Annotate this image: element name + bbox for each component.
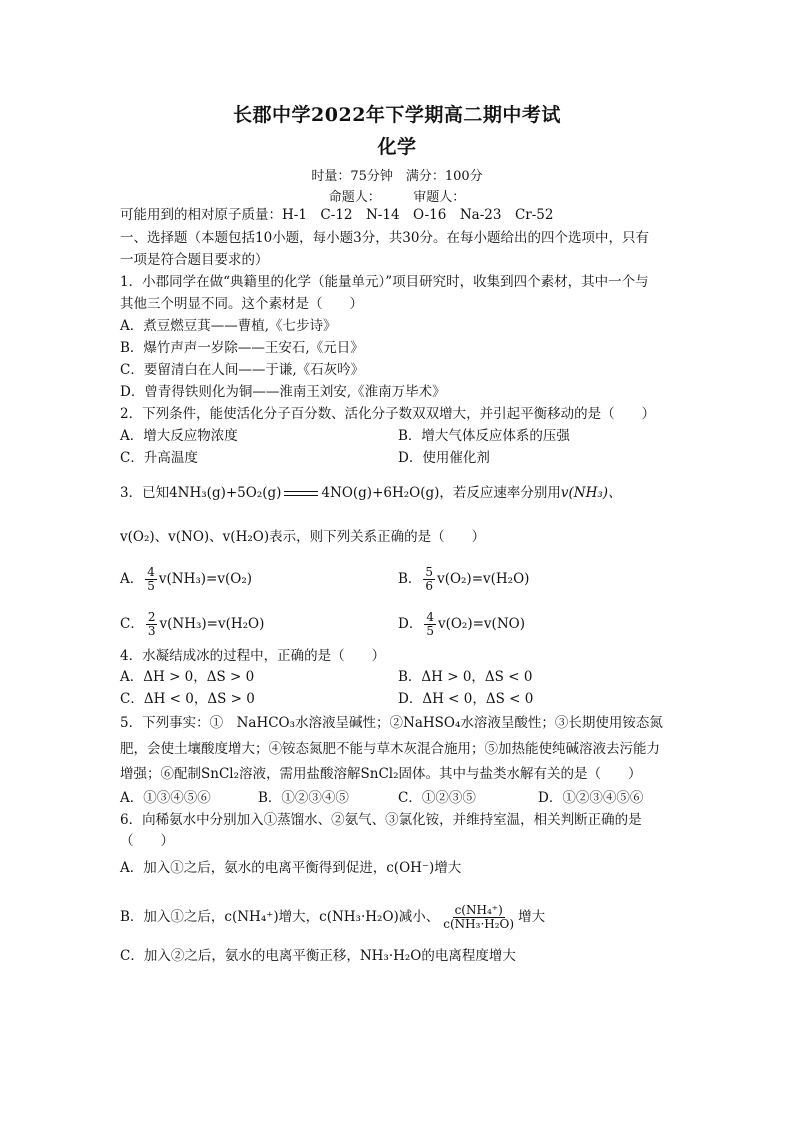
q3-b-fraction bbox=[423, 566, 435, 593]
authors-line: 命题人： 审题人： bbox=[328, 190, 466, 205]
q6-option-c: C．加入②之后，氨水的电离平衡正移，NH₃·H₂O的电离程度增大 bbox=[120, 948, 516, 964]
q4-option-d: D．ΔH < 0，ΔS < 0 bbox=[398, 691, 534, 707]
q6-b-den: c(NH₃·H₂O) bbox=[443, 917, 515, 931]
q6-stem-line2: （ ） bbox=[120, 833, 174, 849]
q4-option-b: B．ΔH > 0，ΔS < 0 bbox=[398, 669, 533, 685]
q3-stem-line2: v(O₂)、v(NO)、v(H₂O)表示，则下列关系正确的是（ ） bbox=[120, 529, 486, 545]
q3-option-a bbox=[120, 566, 252, 593]
q1-option-a: A．煮豆燃豆萁——曹植,《七步诗》 bbox=[120, 318, 337, 334]
q3-c-expr: v(NH₃)=v(H₂O) bbox=[159, 616, 265, 632]
q2-option-c: C．升高温度 bbox=[120, 450, 198, 466]
q3-a-den: 5 bbox=[147, 579, 155, 593]
q3-c-num: 2 bbox=[147, 610, 156, 624]
q3-c-label: C． bbox=[120, 616, 144, 632]
q4-stem: 4．水凝结成冰的过程中，正确的是（ ） bbox=[120, 648, 386, 664]
q3-option-d bbox=[398, 611, 525, 638]
subject-title: 化学 bbox=[377, 136, 417, 158]
q4-option-a: A．ΔH > 0，ΔS > 0 bbox=[120, 669, 255, 685]
q3-a-label: A． bbox=[120, 571, 144, 587]
equal-sign-double bbox=[284, 491, 318, 496]
section-intro-line2: 一项是符合题目要求的） bbox=[120, 252, 269, 268]
q3-a-expr: v(NH₃)=v(O₂) bbox=[158, 571, 252, 587]
q6-b-fraction bbox=[441, 904, 516, 931]
q5-line1: 5．下列事实：① NaHCO₃水溶液呈碱性；②NaHSO₄水溶液呈酸性；③长期使用铵态氮 bbox=[120, 715, 663, 731]
q3-eq-left: 4NH₃(g)+5O₂(g) bbox=[169, 485, 282, 501]
q3-a-fraction bbox=[145, 566, 157, 593]
q3-b-expr: v(O₂)=v(H₂O) bbox=[437, 571, 530, 587]
q3-a-num: 4 bbox=[147, 565, 155, 579]
q2-stem: 2．下列条件，能使活化分子百分数、活化分子数双双增大，并引起平衡移动的是（ ） bbox=[120, 406, 656, 422]
q6-option-a: A．加入①之后，氨水的电离平衡得到促进，c(OH⁻)增大 bbox=[120, 860, 462, 876]
q2-option-a: A．增大反应物浓度 bbox=[120, 428, 238, 444]
section-intro-line1: 一、选择题（本题包括10小题，每小题3分，共30分。在每小题给出的四个选项中，只有 bbox=[120, 230, 649, 246]
q6-b-pre: B．加入①之后，c(NH₄⁺)增大，c(NH₃·H₂O)减小、 bbox=[120, 909, 440, 925]
q2-option-b: B．增大气体反应体系的压强 bbox=[398, 428, 570, 444]
q5-option-a: A．①③④⑤⑥ bbox=[120, 790, 211, 806]
q1-stem-line1: 1．小郡同学在做“典籍里的化学（能量单元）”项目研究时，收集到四个素材，其中一个与 bbox=[120, 274, 649, 290]
q1-option-c: C．要留清白在人间——于谦,《石灰吟》 bbox=[120, 362, 365, 378]
q3-option-c bbox=[120, 611, 264, 638]
q5-line2: 肥，会使土壤酸度增大；④铵态氮肥不能与草木灰混合施用；⑤加热能使纯碱溶液去污能力 bbox=[120, 741, 660, 757]
q3-b-label: B． bbox=[398, 571, 422, 587]
q6-b-post: 增大 bbox=[518, 909, 546, 925]
q3-d-num: 4 bbox=[426, 610, 434, 624]
atomic-masses: 可能用到的相对原子质量：H-1 C-12 N-14 O-16 Na-23 Cr-52 bbox=[120, 207, 554, 223]
q3-stem-post: ，若反应速率分别用 bbox=[439, 485, 561, 501]
q3-c-den: 3 bbox=[147, 624, 156, 638]
q3-d-den: 5 bbox=[426, 624, 434, 638]
q3-d-fraction bbox=[424, 611, 436, 638]
q1-stem-line2: 其他三个明显不同。这个素材是（ ） bbox=[120, 296, 363, 312]
q1-option-d: D．曾青得铁则化为铜——淮南王刘安,《淮南万毕术》 bbox=[120, 384, 446, 400]
q5-option-d: D．①②③④⑤⑥ bbox=[538, 790, 644, 806]
q3-d-expr: v(O₂)=v(NO) bbox=[437, 616, 525, 632]
q5-option-b: B．①②③④⑤ bbox=[258, 790, 349, 806]
q6-stem-line1: 6．向稀氨水中分别加入①蒸馏水、②氨气、③氯化铵，并维持室温，相关判断正确的是 bbox=[120, 812, 642, 828]
q2-option-d: D．使用催化剂 bbox=[398, 450, 490, 466]
q3-rate1: v(NH₃)、 bbox=[560, 485, 622, 501]
q5-line3: 增强；⑥配制SnCl₂溶液，需用盐酸溶解SnCl₂固体。其中与盐类水解有关的是（ ） bbox=[120, 766, 642, 782]
q3-stem-line1 bbox=[120, 484, 622, 502]
exam-title: 长郡中学2022年下学期高二期中考试 bbox=[233, 104, 561, 126]
q3-option-b bbox=[398, 566, 529, 593]
q3-c-fraction bbox=[146, 611, 158, 638]
q4-option-c: C．ΔH < 0，ΔS > 0 bbox=[120, 691, 255, 707]
q1-option-b: B．爆竹声声一岁除——王安石,《元日》 bbox=[120, 340, 364, 356]
q3-b-den: 6 bbox=[425, 579, 434, 593]
q5-option-c: C．①②③⑤ bbox=[398, 790, 476, 806]
q6-option-b bbox=[120, 904, 545, 931]
q6-b-num: c(NH₄⁺) bbox=[454, 903, 503, 917]
q3-eq-right: 4NO(g)+6H₂O(g) bbox=[321, 485, 440, 501]
q3-d-label: D． bbox=[398, 616, 423, 632]
q3-stem-pre: 3．已知 bbox=[120, 485, 170, 501]
time-info: 时量：75分钟 满分：100分 bbox=[311, 169, 483, 184]
q3-b-num: 5 bbox=[425, 565, 434, 579]
